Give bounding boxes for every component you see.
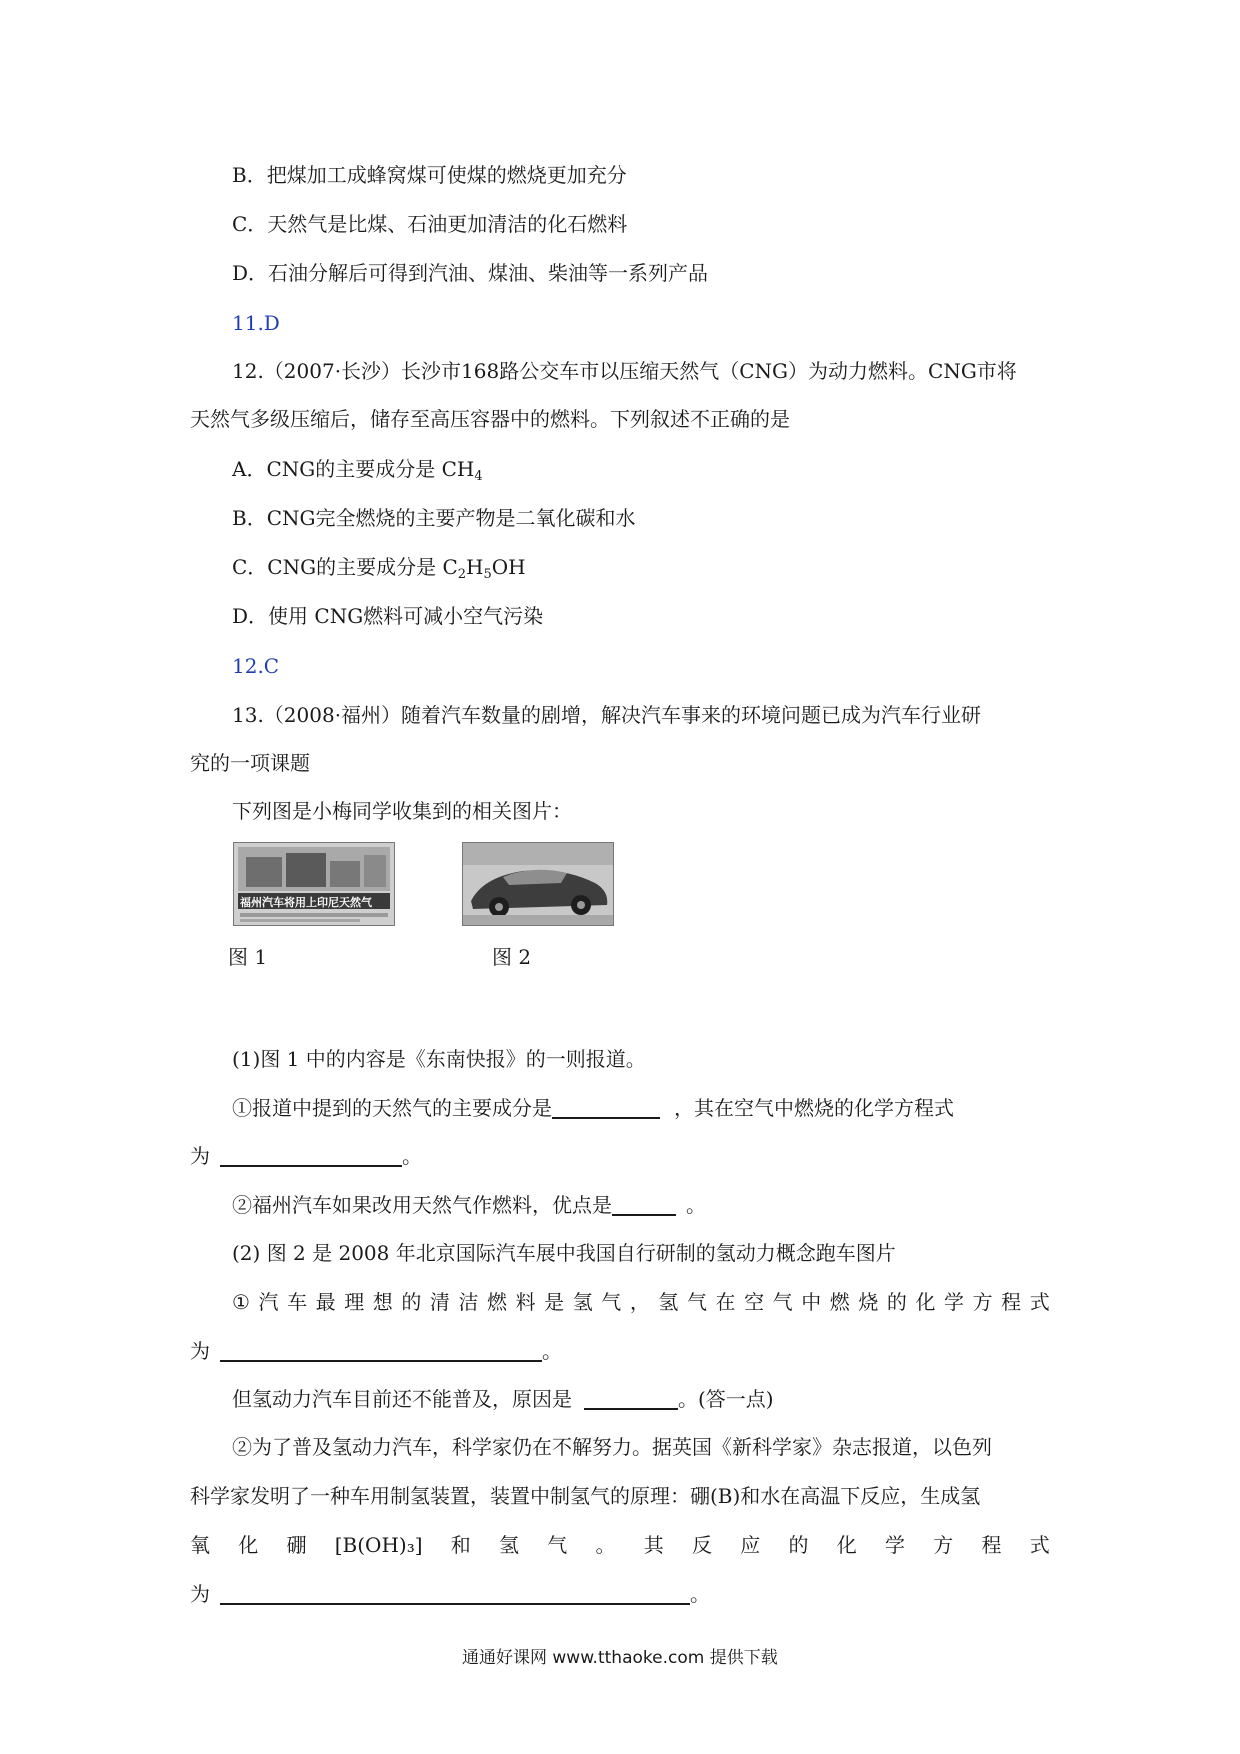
p2q2-word: 程 (981, 1533, 1002, 1557)
part1-heading: (1)图 1 中的内容是《东南快报》的一则报道。 (232, 1047, 646, 1071)
p2q1-char: 洁 (458, 1290, 479, 1314)
p2q1-char: 车 (287, 1290, 308, 1314)
p2q2-word: 方 (933, 1533, 954, 1557)
p2q2-word: 气 (547, 1533, 568, 1557)
part1-q1-line1 (232, 1095, 954, 1121)
p2q1-char: 是 (544, 1290, 565, 1314)
newspaper-image-icon (234, 843, 394, 925)
part2-q1-period: 。 (542, 1339, 562, 1363)
part1-q1-wei: 为 (190, 1144, 210, 1168)
p2q2-word: 化 (238, 1533, 259, 1557)
p2q1-char: 料 (515, 1290, 536, 1314)
part1-q1-text-cont: ，其在空气中燃烧的化学方程式 (674, 1096, 954, 1120)
q12-option-c-oh: OH (491, 555, 526, 579)
p2q2-word: [B(OH)₃] (334, 1533, 423, 1557)
q12-option-a-subscript: 4 (474, 469, 483, 484)
q12-stem-line2: 天然气多级压缩后，储存至高压容器中的燃料。下列叙述不正确的是 (190, 407, 790, 431)
part1-q2-period: 。 (686, 1193, 706, 1217)
figure-2-caption: 图 2 (492, 945, 532, 969)
p2q1-char: 式 (1029, 1290, 1050, 1314)
p2q2-word: 。 (595, 1533, 616, 1557)
p2q1-char: 氢 (572, 1290, 593, 1314)
part2-q1-reason (232, 1386, 774, 1412)
figure-1-caption: 图 1 (228, 945, 268, 969)
p2q2-word: 反 (692, 1533, 713, 1557)
p2q1-char: 程 (1001, 1290, 1022, 1314)
p2q2-word: 氢 (499, 1533, 520, 1557)
answer-blank-main-component[interactable] (552, 1097, 660, 1119)
part2-q2-period: 。 (690, 1582, 710, 1606)
p2q1-char: 中 (801, 1290, 822, 1314)
q12-option-a-text: A．CNG的主要成分是 CH (232, 457, 475, 481)
part2-q2-line1: ②为了普及氢动力汽车，科学家仍在不解努力。据英国《新科学家》杂志报道，以色列 (232, 1435, 992, 1459)
part1-q1-line2 (190, 1143, 422, 1169)
answer-blank-boron-equation[interactable] (220, 1583, 690, 1605)
q12-option-c-text: C．CNG的主要成分是 C (232, 555, 458, 579)
part1-q2-text: ②福州汽车如果改用天然气作燃料，优点是 (232, 1193, 612, 1217)
p2q2-word: 其 (643, 1533, 664, 1557)
part2-q2-wei: 为 (190, 1582, 210, 1606)
p2q1-char: 气 (772, 1290, 793, 1314)
q12-option-d: D．使用 CNG燃料可减小空气污染 (232, 604, 544, 628)
q12-option-c-sub1: 2 (457, 567, 467, 582)
figure-2-car-photo (462, 842, 614, 926)
p2q2-word: 氧 (190, 1533, 210, 1557)
q12-stem-line1: 12.（2007·长沙）长沙市168路公交车市以压缩天然气（CNG）为动力燃料。CNG市将 (232, 359, 1017, 383)
p2q2-word: 和 (450, 1533, 471, 1557)
p2q2-word: 硼 (286, 1533, 307, 1557)
part2-reason-text: 但氢动力汽车目前还不能普及，原因是 (232, 1387, 572, 1411)
p2q1-char: 气 (686, 1290, 707, 1314)
part1-q1-text: ①报道中提到的天然气的主要成分是 (232, 1096, 552, 1120)
q13-stem-line1: 13.（2008·福州）随着汽车数量的剧增，解决汽车事来的环境问题已成为汽车行业研 (232, 703, 982, 727)
figure-1-headline: 福州汽车将用上印尼天然气 (240, 896, 372, 909)
page-footer: 通通好课网 www.tthaoke.com 提供下载 (462, 1648, 778, 1668)
q12-answer: 12.C (232, 654, 280, 678)
p2q1-char: 气 (601, 1290, 622, 1314)
p2q1-char: 空 (744, 1290, 765, 1314)
part2-q2-line3 (190, 1532, 1050, 1558)
p2q1-char: 燃 (487, 1290, 507, 1314)
p2q1-char: 在 (715, 1290, 736, 1314)
answer-blank-methane-equation[interactable] (220, 1145, 402, 1167)
answer-blank-advantage[interactable] (612, 1194, 676, 1216)
answer-blank-reason[interactable] (584, 1388, 678, 1410)
q11-option-d: D．石油分解后可得到汽油、煤油、柴油等一系列产品 (232, 261, 709, 285)
part1-q1-period: 。 (402, 1144, 422, 1168)
p2q2-word: 应 (740, 1533, 761, 1557)
p2q1-char: 汽 (258, 1290, 279, 1314)
q11-option-b: B．把煤加工成蜂窝煤可使煤的燃烧更加充分 (232, 163, 627, 187)
p2q1-char: 燃 (829, 1290, 850, 1314)
part2-reason-note: 。(答一点) (678, 1387, 774, 1411)
p2q1-char: 想 (372, 1290, 393, 1314)
figure-1-newspaper-photo (233, 842, 395, 926)
p2q2-word: 学 (885, 1533, 906, 1557)
p2q1-char: 化 (915, 1290, 936, 1314)
p2q1-char: 的 (886, 1290, 907, 1314)
p2q1-char: 学 (944, 1290, 964, 1314)
q12-option-c (232, 554, 526, 588)
answer-blank-hydrogen-equation[interactable] (220, 1340, 542, 1362)
p2q2-word: 的 (788, 1533, 809, 1557)
car-image-icon (463, 843, 613, 925)
q13-stem-line2: 究的一项课题 (190, 751, 310, 775)
p2q2-word: 式 (1029, 1533, 1050, 1557)
p2q1-char: 理 (344, 1290, 365, 1314)
q13-intro: 下列图是小梅同学收集到的相关图片： (232, 799, 572, 823)
part2-q1-line1 (232, 1289, 1050, 1315)
part1-q2 (232, 1192, 706, 1218)
part2-q2-line4 (190, 1581, 710, 1607)
p2q1-char: 清 (429, 1290, 450, 1314)
part2-q1-line2 (190, 1338, 562, 1364)
part2-heading: (2) 图 2 是 2008 年北京国际汽车展中我国自行研制的氢动力概念跑车图片 (232, 1241, 896, 1265)
p2q1-char: 氢 (658, 1290, 679, 1314)
p2q1-char: 方 (972, 1290, 993, 1314)
p2q1-char: 的 (401, 1290, 422, 1314)
part2-q2-line2: 科学家发明了一种车用制氢装置，装置中制氢气的原理：硼(B)和水在高温下反应，生成氢 (190, 1484, 981, 1508)
q12-option-b: B．CNG完全燃烧的主要产物是二氧化碳和水 (232, 506, 636, 530)
p2q1-char: 最 (315, 1290, 336, 1314)
q12-option-c-h: H (466, 555, 484, 579)
part2-q1-wei: 为 (190, 1339, 210, 1363)
p2q2-word: 化 (836, 1533, 857, 1557)
q11-option-c: C．天然气是比煤、石油更加清洁的化石燃料 (232, 212, 628, 236)
p2q1-char: ① (232, 1290, 250, 1314)
p2q1-char: ， (629, 1290, 650, 1314)
q12-option-a (232, 456, 483, 490)
p2q1-char: 烧 (858, 1290, 879, 1314)
q11-answer: 11.D (232, 311, 280, 335)
q12-option-c-sub2: 5 (483, 567, 492, 582)
